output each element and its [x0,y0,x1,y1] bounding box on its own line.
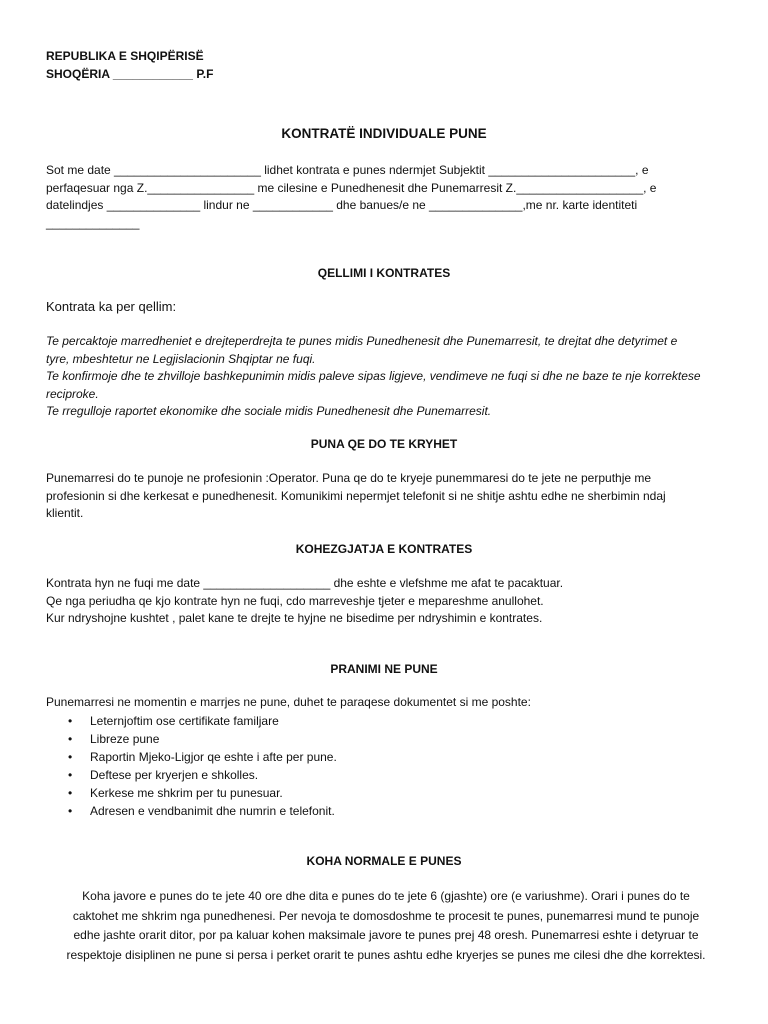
document-title: KONTRATË INDIVIDUALE PUNE [281,126,487,141]
intro-line: datelindjes ______________ lindur ne ____________ dhe banues/e ne ______________,me nr. karte identiteti [46,198,638,212]
qellimi-line: Te percaktoje marredheniet e drejteperdrejta te punes midis Punedhenesit dhe Punemarresit, te drejtat dhe detyrimet e [46,334,678,348]
bullet-icon: • [68,786,73,800]
qellimi-line: tyre, mbeshtetur ne Legjislacionin Shqiptar ne fuqi. [46,351,316,366]
header-company: SHOQËRIA ____________ P.F [46,67,214,81]
kohezgjatja-line: Kur ndryshojne kushtet , palet kane te drejte te hyjne ne bisedime per ndryshimin e kontrates. [46,611,543,625]
bullet-icon: • [68,714,73,728]
documents-list [46,712,337,820]
kohezgjatja-line: Qe nga periudha qe kjo kontrate hyn ne fuqi, cdo marreveshje tjeter e mepareshme anullohet. [46,593,544,608]
list-item: • Kerkese me shkrim per tu punesuar. [68,786,283,800]
section-heading-pranimi: PRANIMI NE PUNE [330,662,438,676]
qellimi-paragraph [46,333,726,421]
puna-line: Punemarresi do te punoje ne profesionin :Operator. Puna qe do te kryeje punemmaresi do te jete ne perputhje me [46,471,652,485]
section-heading-koha: KOHA NORMALE E PUNES [306,854,462,868]
qellimi-line: reciproke. [46,386,99,401]
qellimi-lead: Kontrata ka per qellim: [46,299,177,314]
qellimi-line: Te konfirmoje dhe te zhvilloje bashkepunimin midis paleve sipas ligjeve, vendimeve ne fuqi si dhe ne baze te nje korrektese [46,369,701,383]
intro-line: Sot me date ______________________ lidhet kontrata e punes ndermjet Subjektit ______________________, e [46,163,649,177]
bullet-icon: • [68,804,73,818]
qellimi-line: Te rregulloje raportet ekonomike dhe sociale midis Punedhenesit dhe Punemarresit. [46,404,492,418]
koha-line: edhe jashte orarit ditor, por pa kaluar kohen maksimale javore te punes prej 48 oresh. Punemarresi eshte i detyruar te [73,928,699,942]
puna-line: profesionin si dhe kerkesat e punedhenesit. Komunikimi nepermjet telefonit si ne shitje ashtu edhe ne sherbimin ndaj [46,488,666,503]
koha-line: respektoje disiplinen ne pune si persa i perket orarit te punes ashtu edhe kryerjes se punes me cilesi dhe dhe korrektesi. [66,947,706,962]
intro-line: ______________ [46,215,140,230]
list-item: • Leternjoftim ose certifikate familjare [68,714,279,728]
intro-line: perfaqesuar nga Z.________________ me cilesine e Punedhenesit dhe Punemarresit Z.___________________, e [46,180,657,195]
section-heading-qellimi: QELLIMI I KONTRATES [317,266,451,280]
list-item: • Deftese per kryerjen e shkolles. [68,768,259,782]
bullet-icon: • [68,750,73,764]
intro-paragraph [46,162,726,232]
kohezgjatja-paragraph [46,575,726,628]
pranimi-lead: Punemarresi ne momentin e marrjes ne pune, duhet te paraqese dokumentet si me poshte: [46,695,531,709]
section-heading-puna: PUNA QE DO TE KRYHET [310,437,458,451]
koha-line: Koha javore e punes do te jete 40 ore dhe dita e punes do te jete 6 (gjashte) ore (e variushme). Orari i punes do te [82,889,690,903]
list-item: • Adresen e vendbanimit dhe numrin e telefonit. [68,804,335,818]
document-header [46,47,213,83]
list-item: • Libreze pune [68,732,160,746]
puna-paragraph [46,470,726,523]
bullet-icon: • [68,768,73,782]
section-heading-kohezgjatja: KOHEZGJATJA E KONTRATES [295,542,473,556]
list-item: • Raportin Mjeko-Ligjor qe eshte i afte per pune. [68,750,337,764]
koha-line: caktohet me shkrim nga punedhenesi. Per nevoja te domosdoshme te procesit te punes, punemarresi mund te punoje [72,908,700,923]
header-republic: REPUBLIKA E SHQIPËRISË [46,49,204,63]
kohezgjatja-line: Kontrata hyn ne fuqi me date ___________________ dhe eshte e vlefshme me afat te pacaktuar. [46,576,564,590]
koha-paragraph [46,887,726,965]
puna-line: klientit. [46,506,84,520]
bullet-icon: • [68,732,73,746]
